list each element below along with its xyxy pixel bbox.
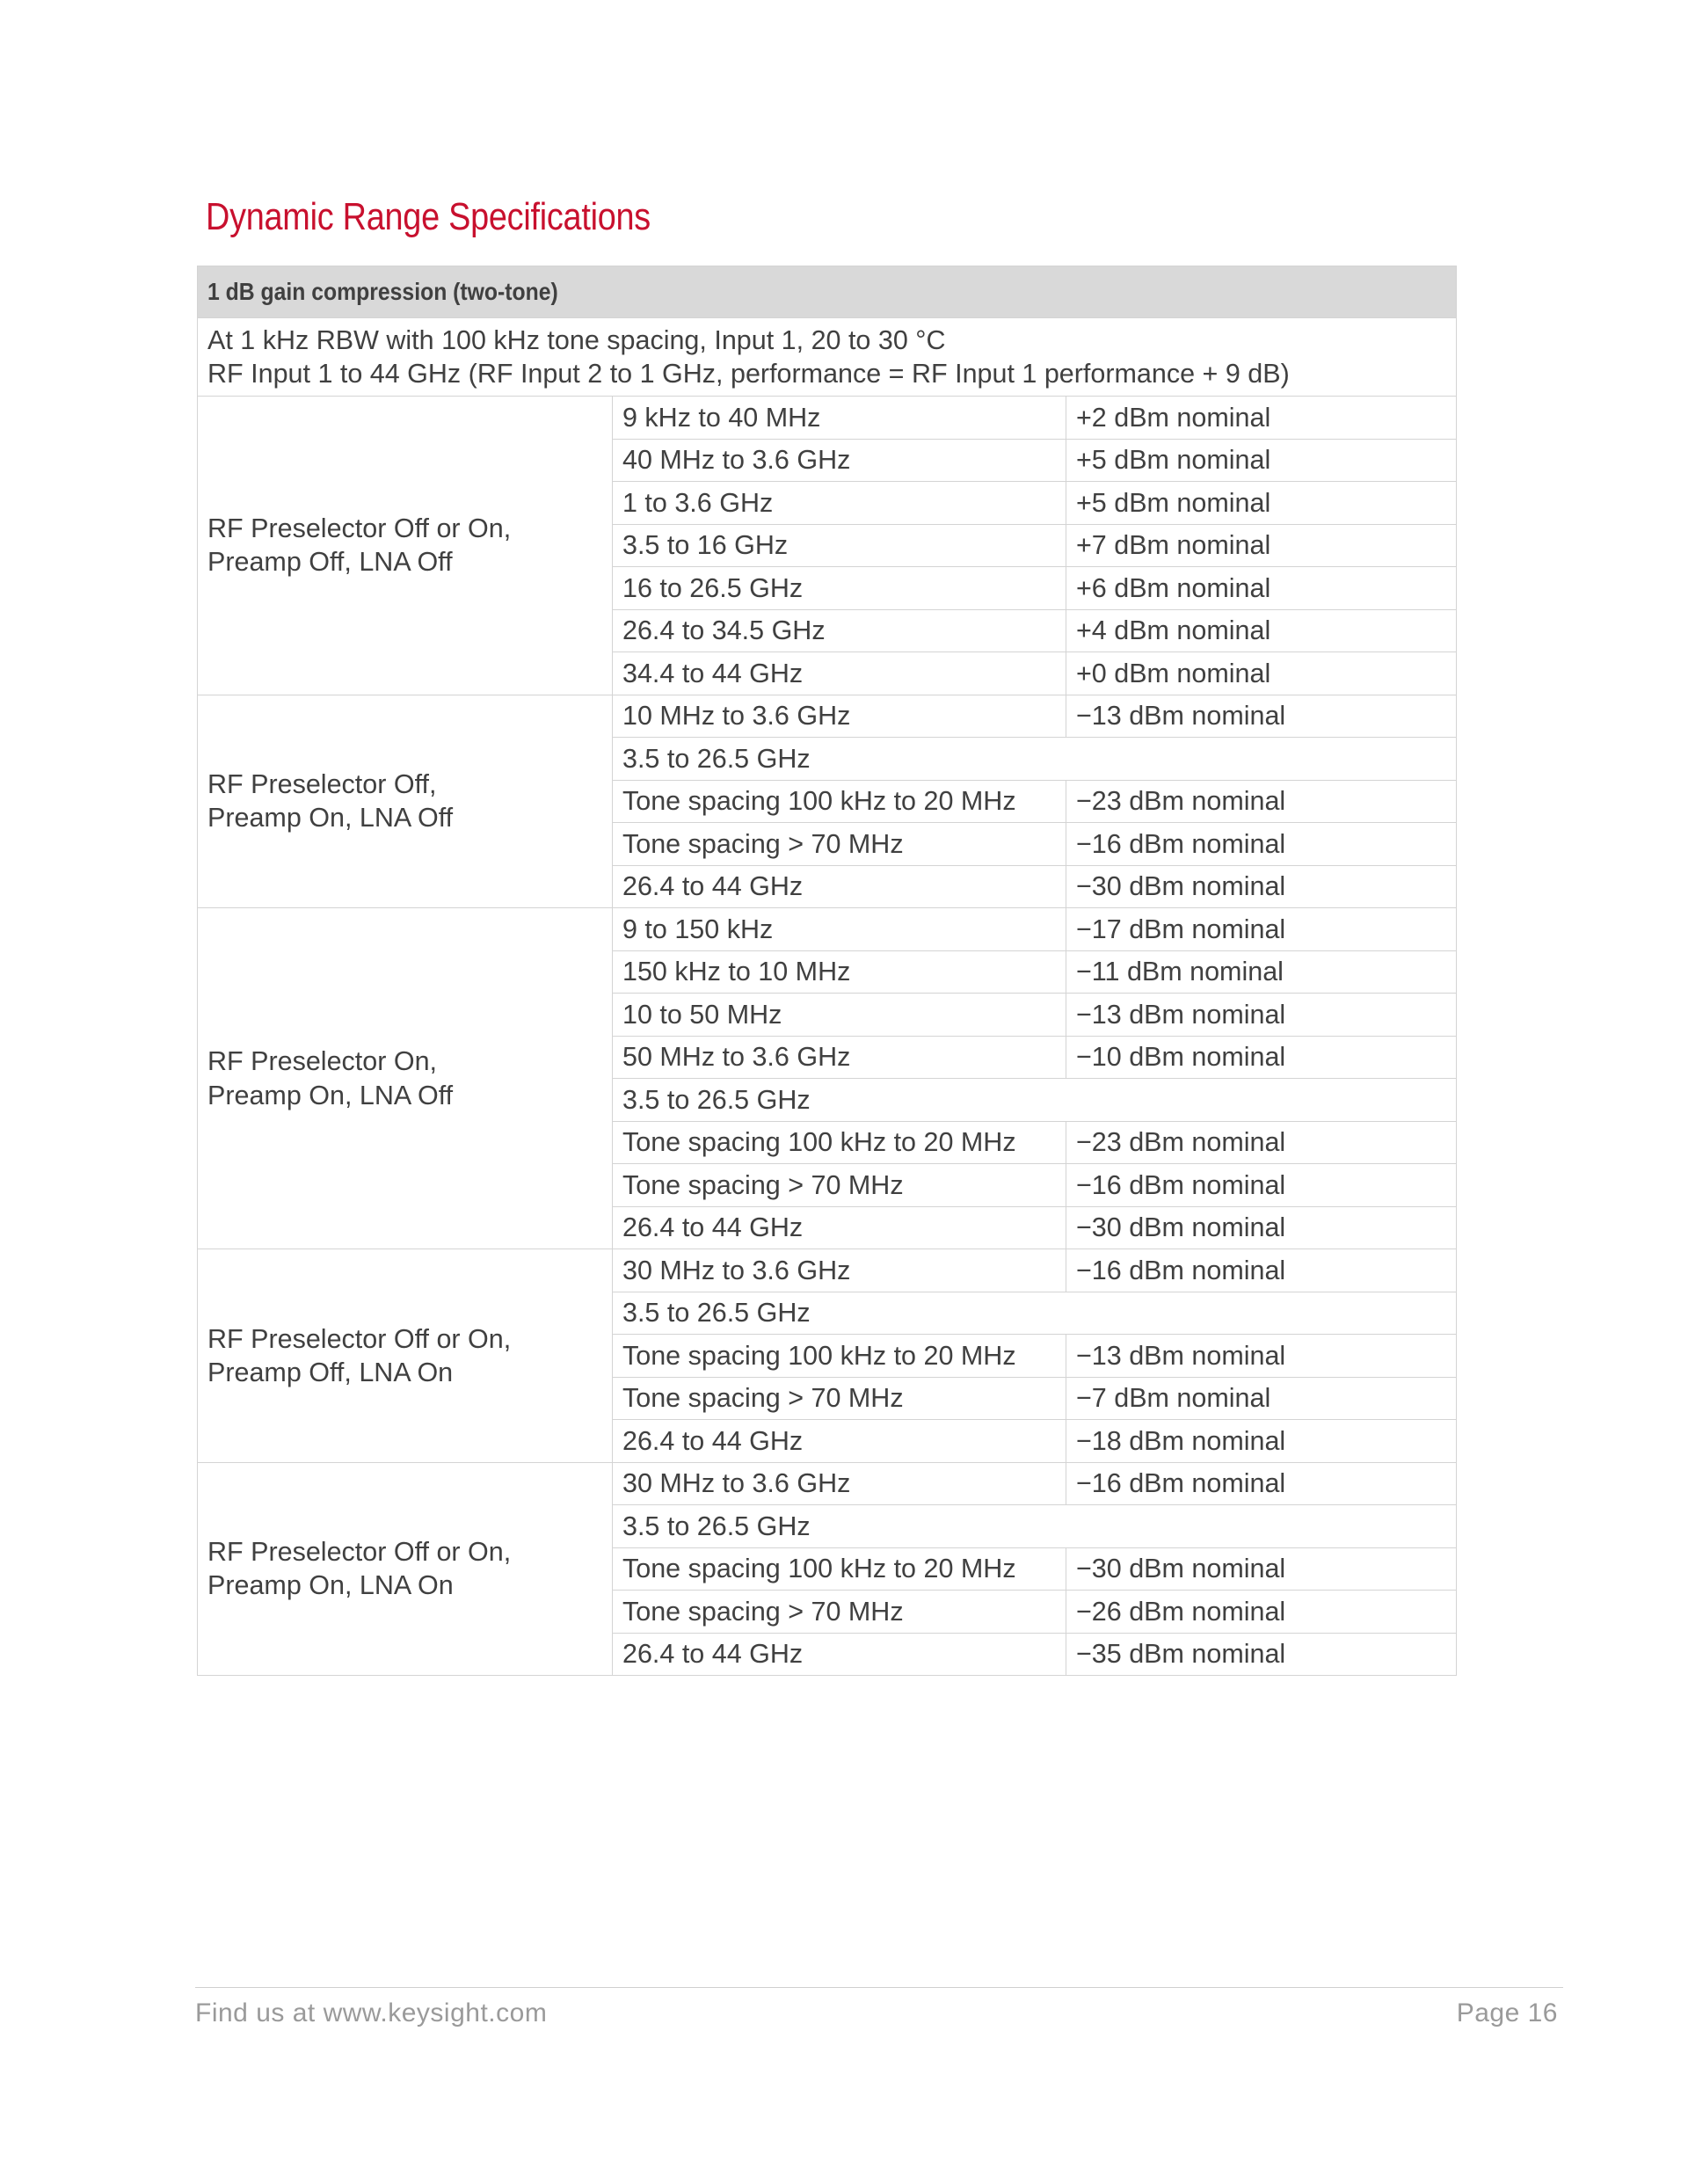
table-row xyxy=(198,1462,1457,1505)
note-line-2: RF Input 1 to 44 GHz (RF Input 2 to 1 GHz, performance = RF Input 1 performance + 9 dB) xyxy=(207,359,1290,389)
frequency-range-cell: 26.4 to 44 GHz xyxy=(613,1633,1066,1676)
group-label-line-1: RF Preselector Off or On, xyxy=(207,513,512,544)
compression-value-cell: −17 dBm nominal xyxy=(1066,908,1457,951)
table-row xyxy=(198,397,1457,440)
table-row xyxy=(198,695,1457,738)
group-label-line-1: RF Preselector Off or On, xyxy=(207,1537,512,1568)
group-label-cell xyxy=(198,397,613,695)
frequency-range-cell: 26.4 to 44 GHz xyxy=(613,1206,1066,1249)
compression-value-cell: −35 dBm nominal xyxy=(1066,1633,1457,1676)
table-header-text: 1 dB gain compression (two-tone) xyxy=(207,278,558,306)
frequency-range-cell: Tone spacing > 70 MHz xyxy=(613,1164,1066,1207)
compression-value-cell: −13 dBm nominal xyxy=(1066,695,1457,738)
compression-value-cell: +7 dBm nominal xyxy=(1066,524,1457,567)
frequency-range-cell: 26.4 to 44 GHz xyxy=(613,865,1066,908)
compression-value-cell: −11 dBm nominal xyxy=(1066,950,1457,994)
compression-value-cell: +5 dBm nominal xyxy=(1066,439,1457,482)
frequency-range-cell: 3.5 to 16 GHz xyxy=(613,524,1066,567)
compression-value-cell: +0 dBm nominal xyxy=(1066,652,1457,695)
compression-value-cell: −30 dBm nominal xyxy=(1066,1206,1457,1249)
table-note-cell xyxy=(198,318,1457,397)
compression-value-cell: −23 dBm nominal xyxy=(1066,780,1457,823)
compression-value-cell: +5 dBm nominal xyxy=(1066,482,1457,525)
footer-website: Find us at www.keysight.com xyxy=(195,1998,548,2027)
frequency-range-cell: 34.4 to 44 GHz xyxy=(613,652,1066,695)
compression-value-cell: −23 dBm nominal xyxy=(1066,1121,1457,1164)
page-title: Dynamic Range Specifications xyxy=(206,195,651,238)
compression-value-cell: +2 dBm nominal xyxy=(1066,397,1457,440)
compression-value-cell: −18 dBm nominal xyxy=(1066,1420,1457,1463)
frequency-range-cell: 3.5 to 26.5 GHz xyxy=(613,738,1457,781)
compression-value-cell: −13 dBm nominal xyxy=(1066,994,1457,1037)
frequency-range-cell: 3.5 to 26.5 GHz xyxy=(613,1505,1457,1548)
group-label-line-2: Preamp Off, LNA Off xyxy=(207,547,453,578)
frequency-range-cell: Tone spacing > 70 MHz xyxy=(613,1377,1066,1420)
frequency-range-cell: 1 to 3.6 GHz xyxy=(613,482,1066,525)
footer-page-number: Page 16 xyxy=(1456,1998,1558,2027)
frequency-range-cell: 10 MHz to 3.6 GHz xyxy=(613,695,1066,738)
compression-value-cell: −30 dBm nominal xyxy=(1066,1547,1457,1591)
group-label-line-1: RF Preselector On, xyxy=(207,1046,438,1077)
group-label-cell xyxy=(198,908,613,1249)
frequency-range-cell: 150 kHz to 10 MHz xyxy=(613,950,1066,994)
spec-table xyxy=(197,266,1457,1676)
group-label-line-2: Preamp On, LNA Off xyxy=(207,803,454,834)
compression-value-cell: −16 dBm nominal xyxy=(1066,1164,1457,1207)
table-row xyxy=(198,908,1457,951)
compression-value-cell: −30 dBm nominal xyxy=(1066,865,1457,908)
table-header-cell xyxy=(198,266,1457,318)
group-label-line-1: RF Preselector Off or On, xyxy=(207,1323,512,1354)
frequency-range-cell: Tone spacing > 70 MHz xyxy=(613,1591,1066,1634)
frequency-range-cell: 3.5 to 26.5 GHz xyxy=(613,1079,1457,1122)
group-label-line-1: RF Preselector Off, xyxy=(207,769,437,800)
compression-value-cell: −16 dBm nominal xyxy=(1066,823,1457,866)
table-row xyxy=(198,1249,1457,1292)
frequency-range-cell: 26.4 to 44 GHz xyxy=(613,1420,1066,1463)
frequency-range-cell: Tone spacing 100 kHz to 20 MHz xyxy=(613,780,1066,823)
group-label-line-2: Preamp On, LNA On xyxy=(207,1570,454,1601)
compression-value-cell: +4 dBm nominal xyxy=(1066,609,1457,652)
frequency-range-cell: 30 MHz to 3.6 GHz xyxy=(613,1249,1066,1292)
compression-value-cell: −7 dBm nominal xyxy=(1066,1377,1457,1420)
frequency-range-cell: 26.4 to 34.5 GHz xyxy=(613,609,1066,652)
footer-divider xyxy=(195,1987,1563,1988)
group-label-cell xyxy=(198,1462,613,1676)
frequency-range-cell: Tone spacing > 70 MHz xyxy=(613,823,1066,866)
frequency-range-cell: Tone spacing 100 kHz to 20 MHz xyxy=(613,1547,1066,1591)
frequency-range-cell: 40 MHz to 3.6 GHz xyxy=(613,439,1066,482)
note-line-1: At 1 kHz RBW with 100 kHz tone spacing, Input 1, 20 to 30 °C xyxy=(207,324,946,355)
frequency-range-cell: 30 MHz to 3.6 GHz xyxy=(613,1462,1066,1505)
compression-value-cell: −16 dBm nominal xyxy=(1066,1462,1457,1505)
frequency-range-cell: 3.5 to 26.5 GHz xyxy=(613,1292,1457,1335)
frequency-range-cell: Tone spacing 100 kHz to 20 MHz xyxy=(613,1335,1066,1378)
frequency-range-cell: 10 to 50 MHz xyxy=(613,994,1066,1037)
table-header-row xyxy=(198,266,1457,318)
frequency-range-cell: 9 to 150 kHz xyxy=(613,908,1066,951)
frequency-range-cell: 16 to 26.5 GHz xyxy=(613,567,1066,610)
compression-value-cell: −26 dBm nominal xyxy=(1066,1591,1457,1634)
compression-value-cell: +6 dBm nominal xyxy=(1066,567,1457,610)
compression-value-cell: −16 dBm nominal xyxy=(1066,1249,1457,1292)
compression-value-cell: −10 dBm nominal xyxy=(1066,1036,1457,1079)
group-label-line-2: Preamp Off, LNA On xyxy=(207,1357,454,1387)
group-label-cell xyxy=(198,695,613,908)
table-note-row xyxy=(198,318,1457,397)
frequency-range-cell: 50 MHz to 3.6 GHz xyxy=(613,1036,1066,1079)
group-label-line-2: Preamp On, LNA Off xyxy=(207,1080,454,1110)
frequency-range-cell: 9 kHz to 40 MHz xyxy=(613,397,1066,440)
frequency-range-cell: Tone spacing 100 kHz to 20 MHz xyxy=(613,1121,1066,1164)
group-label-cell xyxy=(198,1249,613,1463)
compression-value-cell: −13 dBm nominal xyxy=(1066,1335,1457,1378)
